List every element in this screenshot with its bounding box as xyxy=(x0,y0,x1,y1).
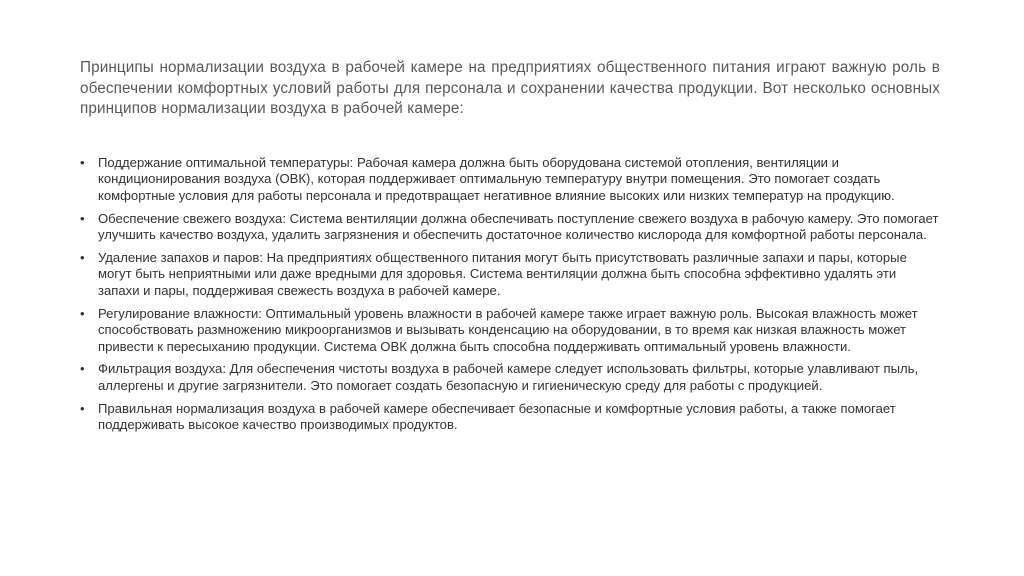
bullet-text: Поддержание оптимальной температуры: Рабочая камера должна быть оборудована системой отопления, вентиляции и кондиционирования воздуха (ОВК), которая поддерживает оптимальную температуру внутри помещения. Это помогает создать комфортные условия для работы персонала и предотвращает негативное влияние высоких или низких температур на продукцию. xyxy=(98,155,895,203)
bullet-text: Фильтрация воздуха: Для обеспечения чистоты воздуха в рабочей камере следует использовать фильтры, которые улавливают пыль, аллергены и другие загрязнители. Это помогает создать безопасную и гигиеническую среду для работы с продукцией. xyxy=(98,361,919,393)
intro-paragraph: Принципы нормализации воздуха в рабочей камере на предприятиях общественного питания играют важную роль в обеспечении комфортных условий работы для персонала и сохранении качества продукции. Вот несколько основных принципов нормализации воздуха в рабочей камере: xyxy=(80,59,940,117)
bullet-list xyxy=(80,155,940,440)
list-item xyxy=(80,211,940,244)
list-item xyxy=(80,155,940,204)
bullet-icon: • xyxy=(80,361,85,377)
list-item xyxy=(80,361,940,394)
bullet-text: Правильная нормализация воздуха в рабочей камере обеспечивает безопасные и комфортные условия работы, а также помогает поддерживать высокое качество производимых продуктов. xyxy=(98,400,896,433)
bullet-icon: • xyxy=(80,250,85,266)
bullet-text: Регулирование влажности: Оптимальный уровень влажности в рабочей камере также играет важную роль. Высокая влажность может способствовать размножению микроорганизмов и вызывать конденсацию на оборудовании, в то время как низкая влажность может привести к пересыханию продукции. Система ОВК должна быть способна поддерживать оптимальный уровень влажности. xyxy=(98,305,918,354)
bullet-text: Обеспечение свежего воздуха: Система вентиляции должна обеспечивать поступление свежего воздуха в рабочую камеру. Это помогает улучшить качество воздуха, удалить загрязнения и обеспечить достаточное количество кислорода для комфортной работы персонала. xyxy=(98,210,939,243)
bullet-icon: • xyxy=(80,400,85,416)
list-item xyxy=(80,250,940,299)
bullet-icon: • xyxy=(80,210,85,226)
list-item xyxy=(80,401,940,434)
list-item xyxy=(80,306,940,355)
bullet-icon: • xyxy=(80,305,85,321)
bullet-icon: • xyxy=(80,155,85,170)
bullet-text: Удаление запахов и паров: На предприятиях общественного питания могут быть присутствовать различные запахи и пары, которые могут быть неприятными или даже вредными для здоровья. Система вентиляции должна быть способна эффективно удалять эти запахи и пары, поддерживая свежесть воздуха в рабочей камере. xyxy=(98,250,907,298)
